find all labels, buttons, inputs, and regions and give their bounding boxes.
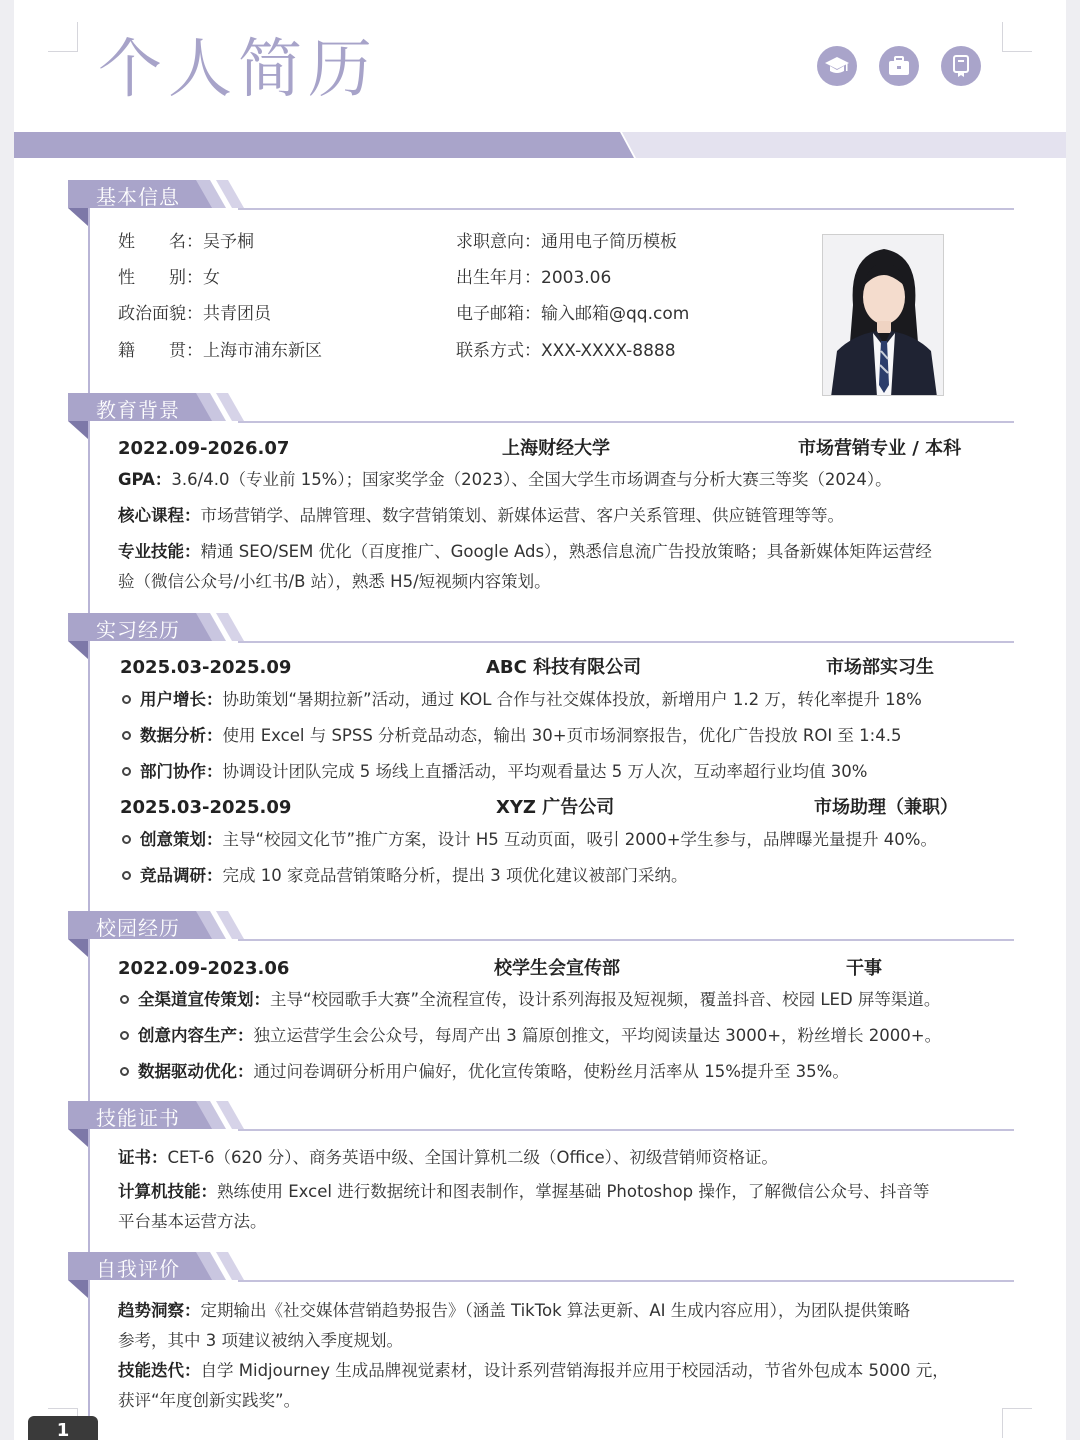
page-title: 个人简历 — [98, 33, 378, 107]
job1-period: 2025.03-2025.09 — [120, 657, 292, 678]
trend-text-2: 参考，其中 3 项建议被纳入季度规划。 — [118, 1331, 403, 1350]
skills-text-1: 精通 SEO/SEM 优化（百度推广、Google Ads），熟悉信息流广告投放策略；具备新媒体矩阵运营经 — [200, 542, 932, 561]
section-basic — [68, 180, 1012, 228]
gpa-text: 3.6/4.0（专业前 15%）；国家奖学金（2023）、全国大学生市场调查与分析大赛三等奖（2024）。 — [171, 470, 892, 489]
item-text: 通过问卷调研分析用户偏好，优化宣传策略，使粉丝月活率从 15%提升至 35%。 — [253, 1062, 849, 1081]
self-trend — [118, 1296, 998, 1356]
section-title: 基本信息 — [96, 185, 180, 209]
section-title: 技能证书 — [96, 1106, 180, 1130]
field-email — [456, 302, 689, 326]
birth-value: 2003.06 — [541, 268, 612, 288]
field-birth — [456, 266, 611, 290]
section-tag — [68, 180, 298, 226]
edu-courses — [118, 501, 998, 531]
job2-company: XYZ 广告公司 — [496, 797, 615, 818]
section-self — [68, 1252, 1012, 1300]
section-campus — [68, 911, 1012, 959]
section-tag — [68, 911, 298, 957]
list-item — [122, 863, 687, 889]
skills-label: 专业技能： — [118, 542, 201, 561]
self-iteration — [118, 1356, 998, 1416]
campus-org: 校学生会宣传部 — [494, 958, 620, 979]
list-item — [122, 759, 867, 785]
pc-label: 计算机技能： — [118, 1182, 217, 1201]
bullet-icon — [122, 695, 131, 704]
edu-skills — [118, 537, 998, 597]
item-text: 协助策划“暑期拉新”活动，通过 KOL 合作与社交媒体投放，新增用户 1.2 万，转化率提升 18% — [222, 690, 922, 709]
name-label: 姓 名： — [118, 232, 203, 252]
item-label: 数据驱动优化： — [138, 1062, 254, 1081]
trend-text-1: 定期输出《社交媒体营销趋势报告》（涵盖 TikTok 算法更新、AI 生成内容应用），为团队提供策略 — [200, 1301, 911, 1320]
item-label: 用户增长： — [140, 690, 223, 709]
edu-gpa — [118, 465, 998, 495]
item-text: 主导“校园歌手大赛”全流程宣传，设计系列海报及短视频，覆盖抖音、校园 LED 屏等渠道。 — [270, 990, 941, 1009]
field-name — [118, 230, 254, 254]
briefcase-icon — [879, 46, 919, 86]
item-text: 独立运营学生会公众号，每周产出 3 篇原创推文，平均阅读量达 3000+，粉丝增长 2000+。 — [253, 1026, 942, 1045]
graduation-cap-icon — [817, 46, 857, 86]
job2-role: 市场助理（兼职） — [814, 797, 958, 818]
item-label: 竞品调研： — [140, 866, 223, 885]
field-intent — [456, 230, 677, 254]
section-rule — [238, 939, 1014, 941]
native-value: 上海市浦东新区 — [203, 341, 322, 361]
field-political — [118, 302, 271, 326]
trend-label: 趋势洞察： — [118, 1301, 201, 1320]
job1-company: ABC 科技有限公司 — [486, 657, 642, 678]
section-title: 实习经历 — [96, 618, 180, 642]
item-label: 部门协作： — [140, 762, 223, 781]
gpa-label: GPA： — [118, 470, 172, 489]
intent-value: 通用电子简历模板 — [541, 232, 677, 252]
field-native — [118, 339, 322, 363]
header-icons — [817, 46, 981, 86]
phone-value: XXX-XXXX-8888 — [541, 341, 676, 361]
item-label: 全渠道宣传策划： — [138, 990, 270, 1009]
section-internship — [68, 613, 1012, 661]
gender-value: 女 — [203, 268, 220, 288]
list-item — [120, 1023, 941, 1049]
item-text: 完成 10 家竞品营销策略分析，提出 3 项优化建议被部门采纳。 — [222, 866, 688, 885]
corner-mark — [1002, 1408, 1032, 1438]
political-value: 共青团员 — [203, 304, 271, 324]
corner-mark — [48, 22, 78, 52]
item-label: 数据分析： — [140, 726, 223, 745]
item-text: 使用 Excel 与 SPSS 分析竞品动态，输出 30+页市场洞察报告，优化广告投放 ROI 至 1:4.5 — [222, 726, 902, 745]
field-phone — [456, 339, 676, 363]
section-education — [68, 393, 1012, 441]
list-item — [122, 723, 901, 749]
page-number: 1 — [28, 1416, 98, 1440]
section-rule — [238, 641, 1014, 643]
pc-text-2: 平台基本运营方法。 — [118, 1212, 267, 1231]
item-label: 创意策划： — [140, 830, 223, 849]
email-value: 输入邮箱@qq.com — [541, 304, 690, 324]
section-tag — [68, 1101, 298, 1147]
skills-cert — [118, 1143, 998, 1173]
pc-text-1: 熟练使用 Excel 进行数据统计和图表制作，掌握基础 Photoshop 操作，了解微信公众号、抖音等 — [217, 1182, 930, 1201]
iter-text-1: 自学 Midjourney 生成品牌视觉素材，设计系列营销海报并应用于校园活动，节省外包成本 5000 元， — [200, 1361, 949, 1380]
job2-period: 2025.03-2025.09 — [120, 797, 292, 818]
item-label: 创意内容生产： — [138, 1026, 254, 1045]
field-gender — [118, 266, 220, 290]
job1-role: 市场部实习生 — [826, 657, 934, 678]
item-text: 协调设计团队完成 5 场线上直播活动，平均观看量达 5 万人次，互动率超行业均值 30% — [222, 762, 868, 781]
bullet-icon — [122, 871, 131, 880]
profile-photo — [822, 234, 944, 396]
list-item — [122, 827, 937, 853]
item-text: 主导“校园文化节”推广方案，设计 H5 互动页面，吸引 2000+学生参与，品牌曝光量提升 40%。 — [222, 830, 937, 849]
iter-label: 技能迭代： — [118, 1361, 201, 1380]
bullet-icon — [120, 1067, 129, 1076]
section-rule — [238, 1129, 1014, 1131]
bullet-icon — [122, 731, 131, 740]
bullet-icon — [120, 1031, 129, 1040]
edu-period: 2022.09-2026.07 — [118, 438, 290, 459]
skills-text-2: 验（微信公众号/小红书/B 站），熟悉 H5/短视频内容策划。 — [118, 572, 551, 591]
header-band — [14, 132, 1066, 158]
section-tag — [68, 613, 298, 659]
bullet-icon — [122, 835, 131, 844]
political-label: 政治面貌： — [118, 304, 203, 324]
corner-mark — [1002, 22, 1032, 52]
section-tag — [68, 1252, 298, 1298]
campus-role: 干事 — [846, 958, 882, 979]
section-title: 自我评价 — [96, 1257, 180, 1281]
section-rule — [238, 208, 1014, 210]
phone-label: 联系方式： — [456, 341, 541, 361]
section-title: 校园经历 — [96, 916, 180, 940]
edu-school: 上海财经大学 — [502, 438, 610, 459]
courses-label: 核心课程： — [118, 506, 201, 525]
resume-page — [14, 0, 1066, 1440]
bullet-icon — [122, 767, 131, 776]
iter-text-2: 获评“年度创新实践奖”。 — [118, 1391, 301, 1410]
list-item — [120, 987, 940, 1013]
intent-label: 求职意向： — [456, 232, 541, 252]
cert-text: CET-6（620 分）、商务英语中级、全国计算机二级（Office）、初级营销师资格证。 — [167, 1148, 778, 1167]
birth-label: 出生年月： — [456, 268, 541, 288]
gender-label: 性 别： — [118, 268, 203, 288]
courses-text: 市场营销学、品牌管理、数字营销策划、新媒体运营、客户关系管理、供应链管理等等。 — [200, 506, 844, 525]
cert-label: 证书： — [118, 1148, 168, 1167]
section-rule — [238, 421, 1014, 423]
skills-computer — [118, 1177, 998, 1237]
certificate-icon — [941, 46, 981, 86]
section-tag — [68, 393, 298, 439]
name-value: 吴予桐 — [203, 232, 254, 252]
section-rule — [238, 1280, 1014, 1282]
list-item — [122, 687, 922, 713]
section-title: 教育背景 — [96, 398, 180, 422]
campus-period: 2022.09-2023.06 — [118, 958, 290, 979]
section-skills — [68, 1101, 1012, 1149]
bullet-icon — [120, 995, 129, 1004]
list-item — [120, 1059, 849, 1085]
edu-major: 市场营销专业 / 本科 — [798, 438, 962, 459]
native-label: 籍 贯： — [118, 341, 203, 361]
email-label: 电子邮箱： — [456, 304, 541, 324]
